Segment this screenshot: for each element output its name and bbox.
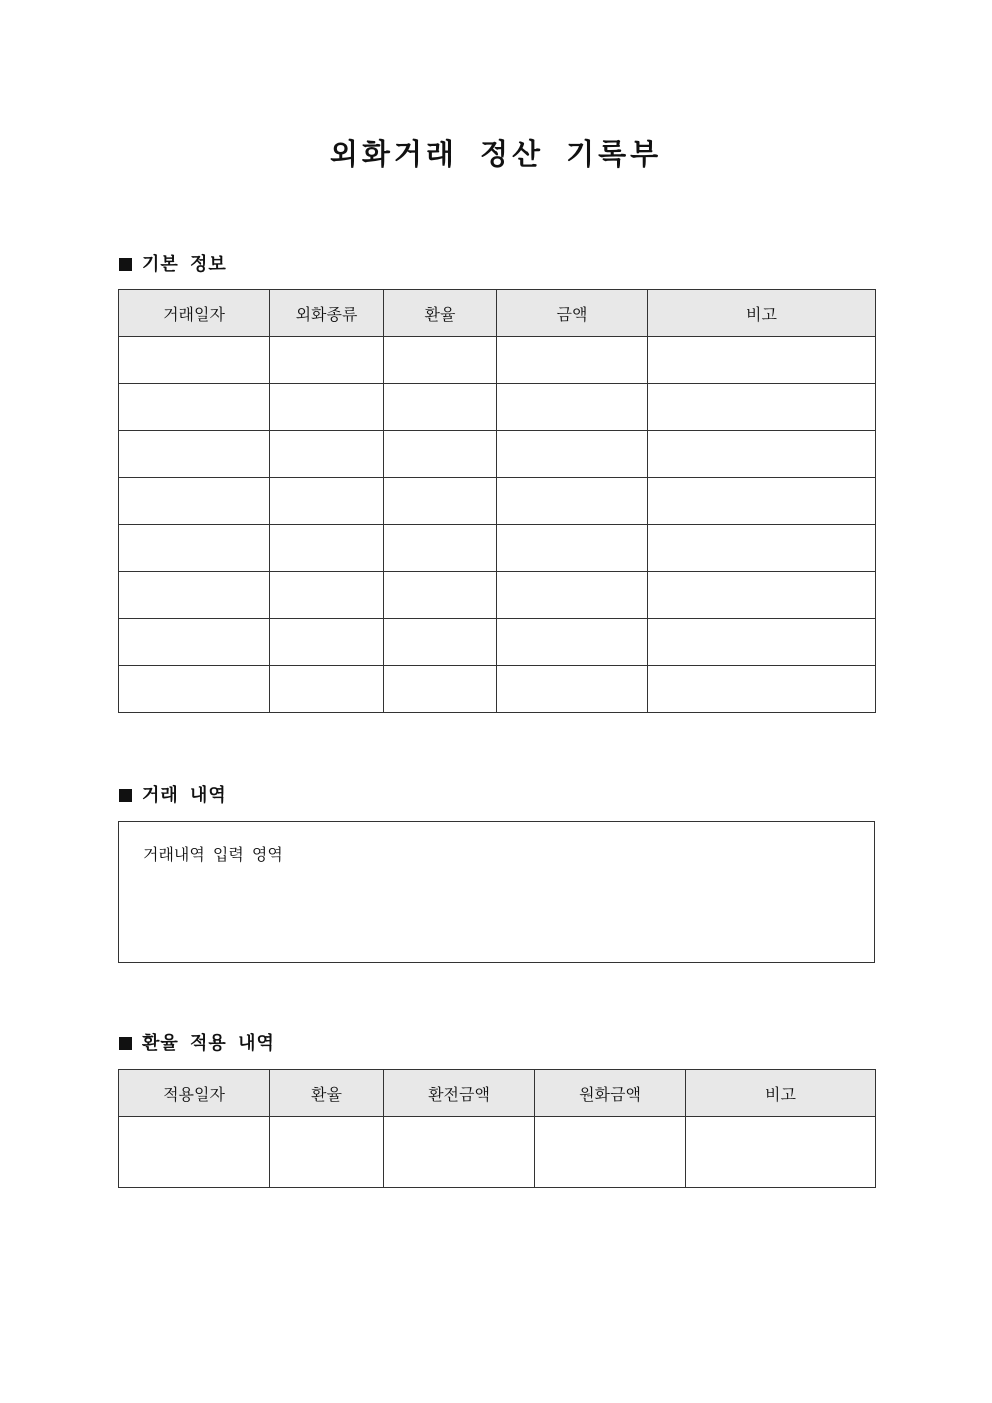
table-cell[interactable] xyxy=(270,478,384,525)
table-cell[interactable] xyxy=(270,1117,384,1188)
section-title-basic xyxy=(119,254,227,276)
table-cell[interactable] xyxy=(119,572,270,619)
table-cell[interactable] xyxy=(119,619,270,666)
section-fx-label: 환율 적용 내역 xyxy=(142,1033,275,1054)
table-cell[interactable] xyxy=(535,1117,686,1188)
table-cell[interactable] xyxy=(384,619,497,666)
table-cell[interactable] xyxy=(270,666,384,713)
table-cell[interactable] xyxy=(384,666,497,713)
table-cell[interactable] xyxy=(270,431,384,478)
table-row xyxy=(119,431,876,478)
table-cell[interactable] xyxy=(270,619,384,666)
table-header-row xyxy=(119,290,876,337)
table-cell[interactable] xyxy=(648,478,876,525)
table-cell[interactable] xyxy=(384,572,497,619)
table-row xyxy=(119,525,876,572)
table-header-row xyxy=(119,1070,876,1117)
table-cell[interactable] xyxy=(497,525,648,572)
table-cell[interactable] xyxy=(270,572,384,619)
header-cell-currency: 외화종류 xyxy=(270,290,384,337)
table-cell[interactable] xyxy=(497,619,648,666)
table-row xyxy=(119,384,876,431)
table-cell[interactable] xyxy=(119,666,270,713)
table-cell[interactable] xyxy=(384,384,497,431)
header-cell-applied-date: 적용일자 xyxy=(119,1070,270,1117)
table-cell[interactable] xyxy=(648,666,876,713)
square-bullet-icon xyxy=(119,789,132,802)
document-title: 외화거래 정산 기록부 xyxy=(329,137,663,171)
header-cell-note: 비고 xyxy=(686,1070,876,1117)
table-cell[interactable] xyxy=(497,666,648,713)
table-cell[interactable] xyxy=(270,384,384,431)
section-basic-label: 기본 정보 xyxy=(142,254,227,275)
table-cell[interactable] xyxy=(648,431,876,478)
table-cell[interactable] xyxy=(384,337,497,384)
table-cell[interactable] xyxy=(270,525,384,572)
table-cell[interactable] xyxy=(119,478,270,525)
table-cell[interactable] xyxy=(497,431,648,478)
header-cell-krw-amount: 원화금액 xyxy=(535,1070,686,1117)
table-cell[interactable] xyxy=(119,525,270,572)
table-cell[interactable] xyxy=(384,478,497,525)
section-title-details xyxy=(119,785,227,807)
square-bullet-icon xyxy=(119,258,132,271)
table-row xyxy=(119,1117,876,1188)
table-cell[interactable] xyxy=(119,337,270,384)
table-row xyxy=(119,666,876,713)
square-bullet-icon xyxy=(119,1037,132,1050)
section-details-label: 거래 내역 xyxy=(142,785,227,806)
header-cell-rate: 환율 xyxy=(384,290,497,337)
fx-applied-table xyxy=(118,1069,876,1188)
table-cell[interactable] xyxy=(686,1117,876,1188)
table-cell[interactable] xyxy=(270,337,384,384)
table-row xyxy=(119,572,876,619)
header-cell-exchanged-amount: 환전금액 xyxy=(384,1070,535,1117)
table-cell[interactable] xyxy=(119,431,270,478)
table-cell[interactable] xyxy=(648,619,876,666)
header-cell-amount: 금액 xyxy=(497,290,648,337)
table-cell[interactable] xyxy=(384,1117,535,1188)
table-cell[interactable] xyxy=(648,337,876,384)
table-cell[interactable] xyxy=(497,337,648,384)
table-cell[interactable] xyxy=(119,1117,270,1188)
table-cell[interactable] xyxy=(384,431,497,478)
table-cell[interactable] xyxy=(497,384,648,431)
table-row xyxy=(119,478,876,525)
section-title-fx xyxy=(119,1033,275,1055)
basic-info-table xyxy=(118,289,876,713)
table-cell[interactable] xyxy=(497,572,648,619)
table-row xyxy=(119,619,876,666)
table-cell[interactable] xyxy=(648,384,876,431)
details-placeholder: 거래내역 입력 영역 xyxy=(143,845,283,864)
table-row xyxy=(119,337,876,384)
header-cell-rate: 환율 xyxy=(270,1070,384,1117)
transaction-details-box[interactable] xyxy=(118,821,875,963)
table-cell[interactable] xyxy=(384,525,497,572)
table-cell[interactable] xyxy=(497,478,648,525)
table-cell[interactable] xyxy=(648,525,876,572)
header-cell-date: 거래일자 xyxy=(119,290,270,337)
header-cell-note: 비고 xyxy=(648,290,876,337)
table-cell[interactable] xyxy=(119,384,270,431)
table-cell[interactable] xyxy=(648,572,876,619)
